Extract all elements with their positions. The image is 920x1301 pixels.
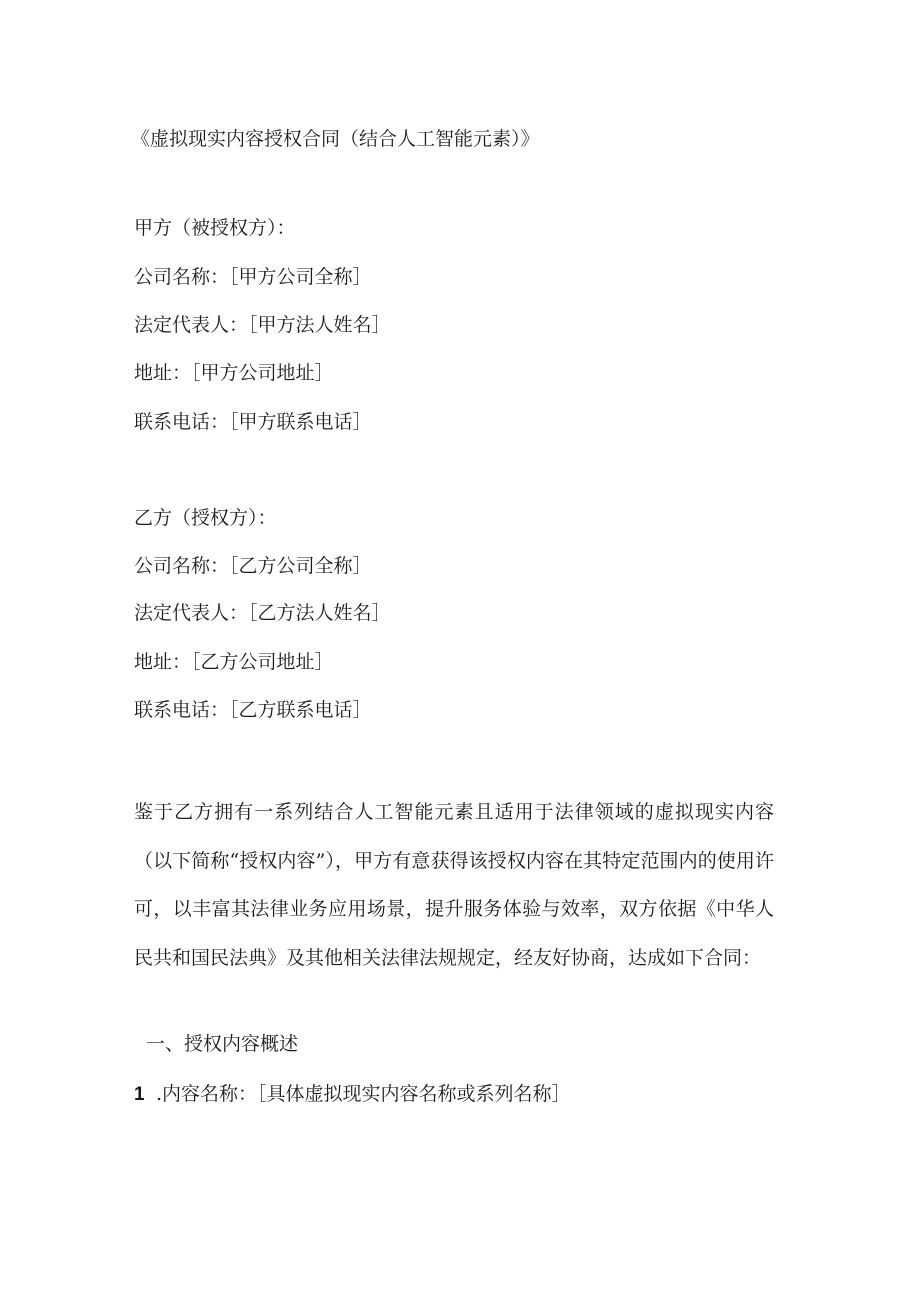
party-a-address: 地址：［甲方公司地址］: [134, 362, 334, 384]
preamble-paragraph: 鉴于乙方拥有一系列结合人工智能元素且适用于法律领域的虚拟现实内容（以下简称“授权内容”），甲方有意获得该授权内容在其特定范围内的使用许可，以丰富其法律业务应用场景，提升服务体验与效率，双方依据《中华人民共和国民法典》及其他相关法律法规规定，经友好协商，达成如下合同：: [134, 801, 774, 969]
party-b-address: 地址：［乙方公司地址］: [134, 651, 334, 673]
party-a-heading: 甲方（被授权方）：: [134, 217, 296, 239]
document-title: 《虚拟现实内容授权合同（结合人工智能元素）》: [131, 128, 540, 150]
section-1-heading: 一、授权内容概述: [146, 1033, 299, 1055]
item-text: .内容名称：［具体虚拟现实内容名称或系列名称］: [156, 1083, 571, 1105]
party-b-company: 公司名称：［乙方公司全称］: [134, 555, 372, 577]
party-b-representative: 法定代表人：［乙方法人姓名］: [134, 602, 391, 624]
party-a-company: 公司名称：［甲方公司全称］: [134, 266, 372, 288]
section-1-item-1: [134, 1082, 571, 1107]
party-a-phone: 联系电话：［甲方联系电话］: [134, 411, 372, 433]
party-a-representative: 法定代表人：［甲方法人姓名］: [134, 314, 391, 336]
party-b-heading: 乙方（授权方）：: [134, 507, 277, 529]
item-number: 1: [134, 1084, 145, 1105]
party-b-phone: 联系电话：［乙方联系电话］: [134, 699, 372, 721]
